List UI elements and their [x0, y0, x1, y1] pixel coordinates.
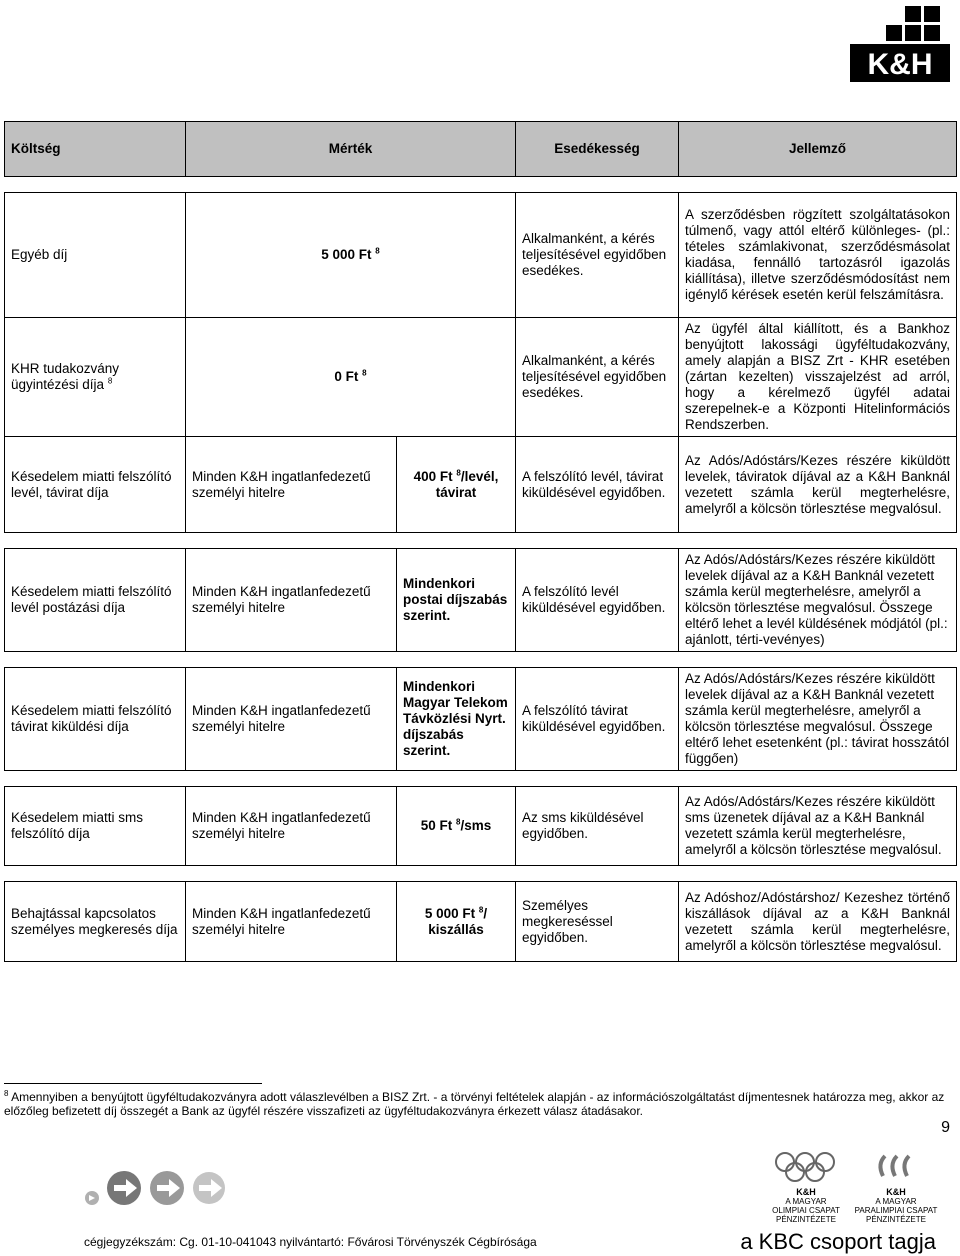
description-cell: Az Adós/Adóstárs/Kezes részére kiküldött levelek díjával az a K&H Banknál vezetett számla kerül megterhelésre, amelyről a kölcsön törlesztése megvalósul. Összege eltérő lehet a levél küldésének módjától (pl.: ajánlott, térti-vevényes) — [679, 549, 957, 652]
amount-cell: 5 000 Ft $^8$/ kiszállás — [397, 882, 516, 962]
paralympic-agitos-icon — [865, 1150, 925, 1186]
scope-cell: Minden K&H ingatlanfedezetű személyi hitelre — [186, 882, 397, 962]
scope-cell: Minden K&H ingatlanfedezetű személyi hitelre — [186, 668, 397, 771]
description-cell: Az Adós/Adóstárs/Kezes részére kiküldött sms üzenetek díjával az a K&H Banknál vezetett számla kerül megterhelésre, amelyről a kölcsön törlesztése megvalósul. — [679, 787, 957, 866]
header-amount: Mérték — [186, 122, 516, 177]
table-row — [5, 668, 957, 771]
due-cell: Alkalmanként, a kérés teljesítésével egyidőben esedékes. — [516, 193, 679, 318]
amount-cell: 5 000 Ft $^8$ — [186, 193, 516, 318]
olympic-sponsor-text: K&H A MAGYAR OLIMPIAI CSAPAT PÉNZINTÉZETE — [772, 1187, 840, 1224]
amount-cell: 50 Ft $^8$/sms — [397, 787, 516, 866]
cost-cell: Késedelem miatti felszólító levél, távirat díja — [5, 437, 186, 533]
description-cell: A szerződésben rögzített szolgáltatásokon túlmenő, vagy attól eltérő különleges- (pl.: tételes számlakivonat, szerződésmásolat kiadása, fennálló tartozásról igazolás kiállítása), illetve szerződésmódosítást nem igénylő kérések esetén kerül felszámításra. — [679, 193, 957, 318]
paralympic-sponsor-text: K&H A MAGYAR PARALIMPIAI CSAPAT PÉNZINTÉZETE — [854, 1187, 938, 1224]
table-row — [5, 193, 957, 318]
arrow-medium-icon — [150, 1171, 184, 1205]
header-description: Jellemző — [679, 122, 957, 177]
page-number: 9 — [941, 1119, 950, 1136]
table-row — [5, 437, 957, 533]
description-cell: Az ügyfél által kiállított, és a Bankhoz benyújtott lakossági ügyféltudakozvány, amely alapján a BISZ Zrt - KHR esetében (zártan kezelten) visszajelzést ad arról, hogy a kérelmező ügyfél adatai szerepelnek-e a Központi Hitelinformációs Rendszerben. — [679, 318, 957, 437]
scope-cell: Minden K&H ingatlanfedezetű személyi hitelre — [186, 787, 397, 866]
header-row — [5, 122, 957, 177]
cost-cell: Behajtással kapcsolatos személyes megkeresés díja — [5, 882, 186, 962]
footnote: $^8$ Amennyiben a benyújtott ügyféltudakozványra adott válaszlevélben a BISZ Zrt. - a törvényi feltételek alapján - az információszolgáltatást díjmentesnek határozza meg, akkor az előzőleg befizetett díj összegét a Bank az ügyfél részére visszafizeti az ügyféltudakozványra érkezett válasz átadásakor. — [4, 1089, 945, 1118]
cost-cell: KHR tudakozvány ügyintézési díja $^8$ — [5, 318, 186, 437]
description-cell: Az Adós/Adóstárs/Kezes részére kiküldött levelek, táviratok díjával az a K&H Banknál vezetett számla kerül megterhelésre, amelyről a kölcsön törlesztése megvalósul. — [679, 437, 957, 533]
scope-cell: Minden K&H ingatlanfedezetű személyi hitelre — [186, 437, 397, 533]
footnote-separator — [4, 1083, 262, 1084]
due-cell: Személyes megkereséssel egyidőben. — [516, 882, 679, 962]
due-cell: Az sms kiküldésével egyidőben. — [516, 787, 679, 866]
amount-cell: Mindenkori Magyar Telekom Távközlési Nyrt. díjszabás szerint. — [397, 668, 516, 771]
arrow-small-icon — [85, 1191, 99, 1205]
header-due: Esedékesség — [516, 122, 679, 177]
description-cell: Az Adóshoz/Adóstárshoz/ Kezeshez történő kiszállások díjával az a K&H Banknál vezetett számla kerül megterhelésre, amelyről a kölcsön törlesztése megvalósul. — [679, 882, 957, 962]
olympic-rings-icon — [771, 1150, 841, 1186]
scope-cell: Minden K&H ingatlanfedezetű személyi hitelre — [186, 549, 397, 652]
table-row — [5, 787, 957, 866]
due-cell: A felszólító levél kiküldésével egyidőben. — [516, 549, 679, 652]
registration-info: cégjegyzékszám: Cg. 01-10-041043 nyilvántartó: Fővárosi Törvényszék Cégbírósága — [84, 1235, 537, 1249]
logo-text: K&H — [867, 48, 933, 81]
arrow-dark-icon — [107, 1171, 141, 1205]
fee-table — [4, 121, 957, 962]
kbc-tagline: a KBC csoport tagja — [740, 1229, 936, 1254]
amount-cell: 0 Ft $^8$ — [186, 318, 516, 437]
arrow-icons — [82, 1168, 262, 1208]
table-row — [5, 549, 957, 652]
due-cell: A felszólító levél, távirat kiküldésével egyidőben. — [516, 437, 679, 533]
due-cell: A felszólító távirat kiküldésével egyidőben. — [516, 668, 679, 771]
amount-cell: 400 Ft $^8$/levél, távirat — [397, 437, 516, 533]
header-cost: Költség — [5, 122, 186, 177]
due-cell: Alkalmanként, a kérés teljesítésével egyidőben esedékes. — [516, 318, 679, 437]
kh-logo — [850, 4, 950, 82]
arrow-light-icon — [193, 1172, 225, 1204]
description-cell: Az Adós/Adóstárs/Kezes részére kiküldött levelek díjával az a K&H Banknál vezetett számla kerül megterhelésre, amelyről a kölcsön törlesztése megvalósul. Összege eltérő lehet esetenként (pl.: távirat hosszától függően) — [679, 668, 957, 771]
cost-cell: Késedelem miatti felszólító levél postázási díja — [5, 549, 186, 652]
table-row — [5, 318, 957, 437]
cost-cell: Egyéb díj — [5, 193, 186, 318]
amount-cell: Mindenkori postai díjszabás szerint. — [397, 549, 516, 652]
cost-cell: Késedelem miatti sms felszólító díja — [5, 787, 186, 866]
table-row — [5, 882, 957, 962]
cost-cell: Késedelem miatti felszólító távirat kiküldési díja — [5, 668, 186, 771]
